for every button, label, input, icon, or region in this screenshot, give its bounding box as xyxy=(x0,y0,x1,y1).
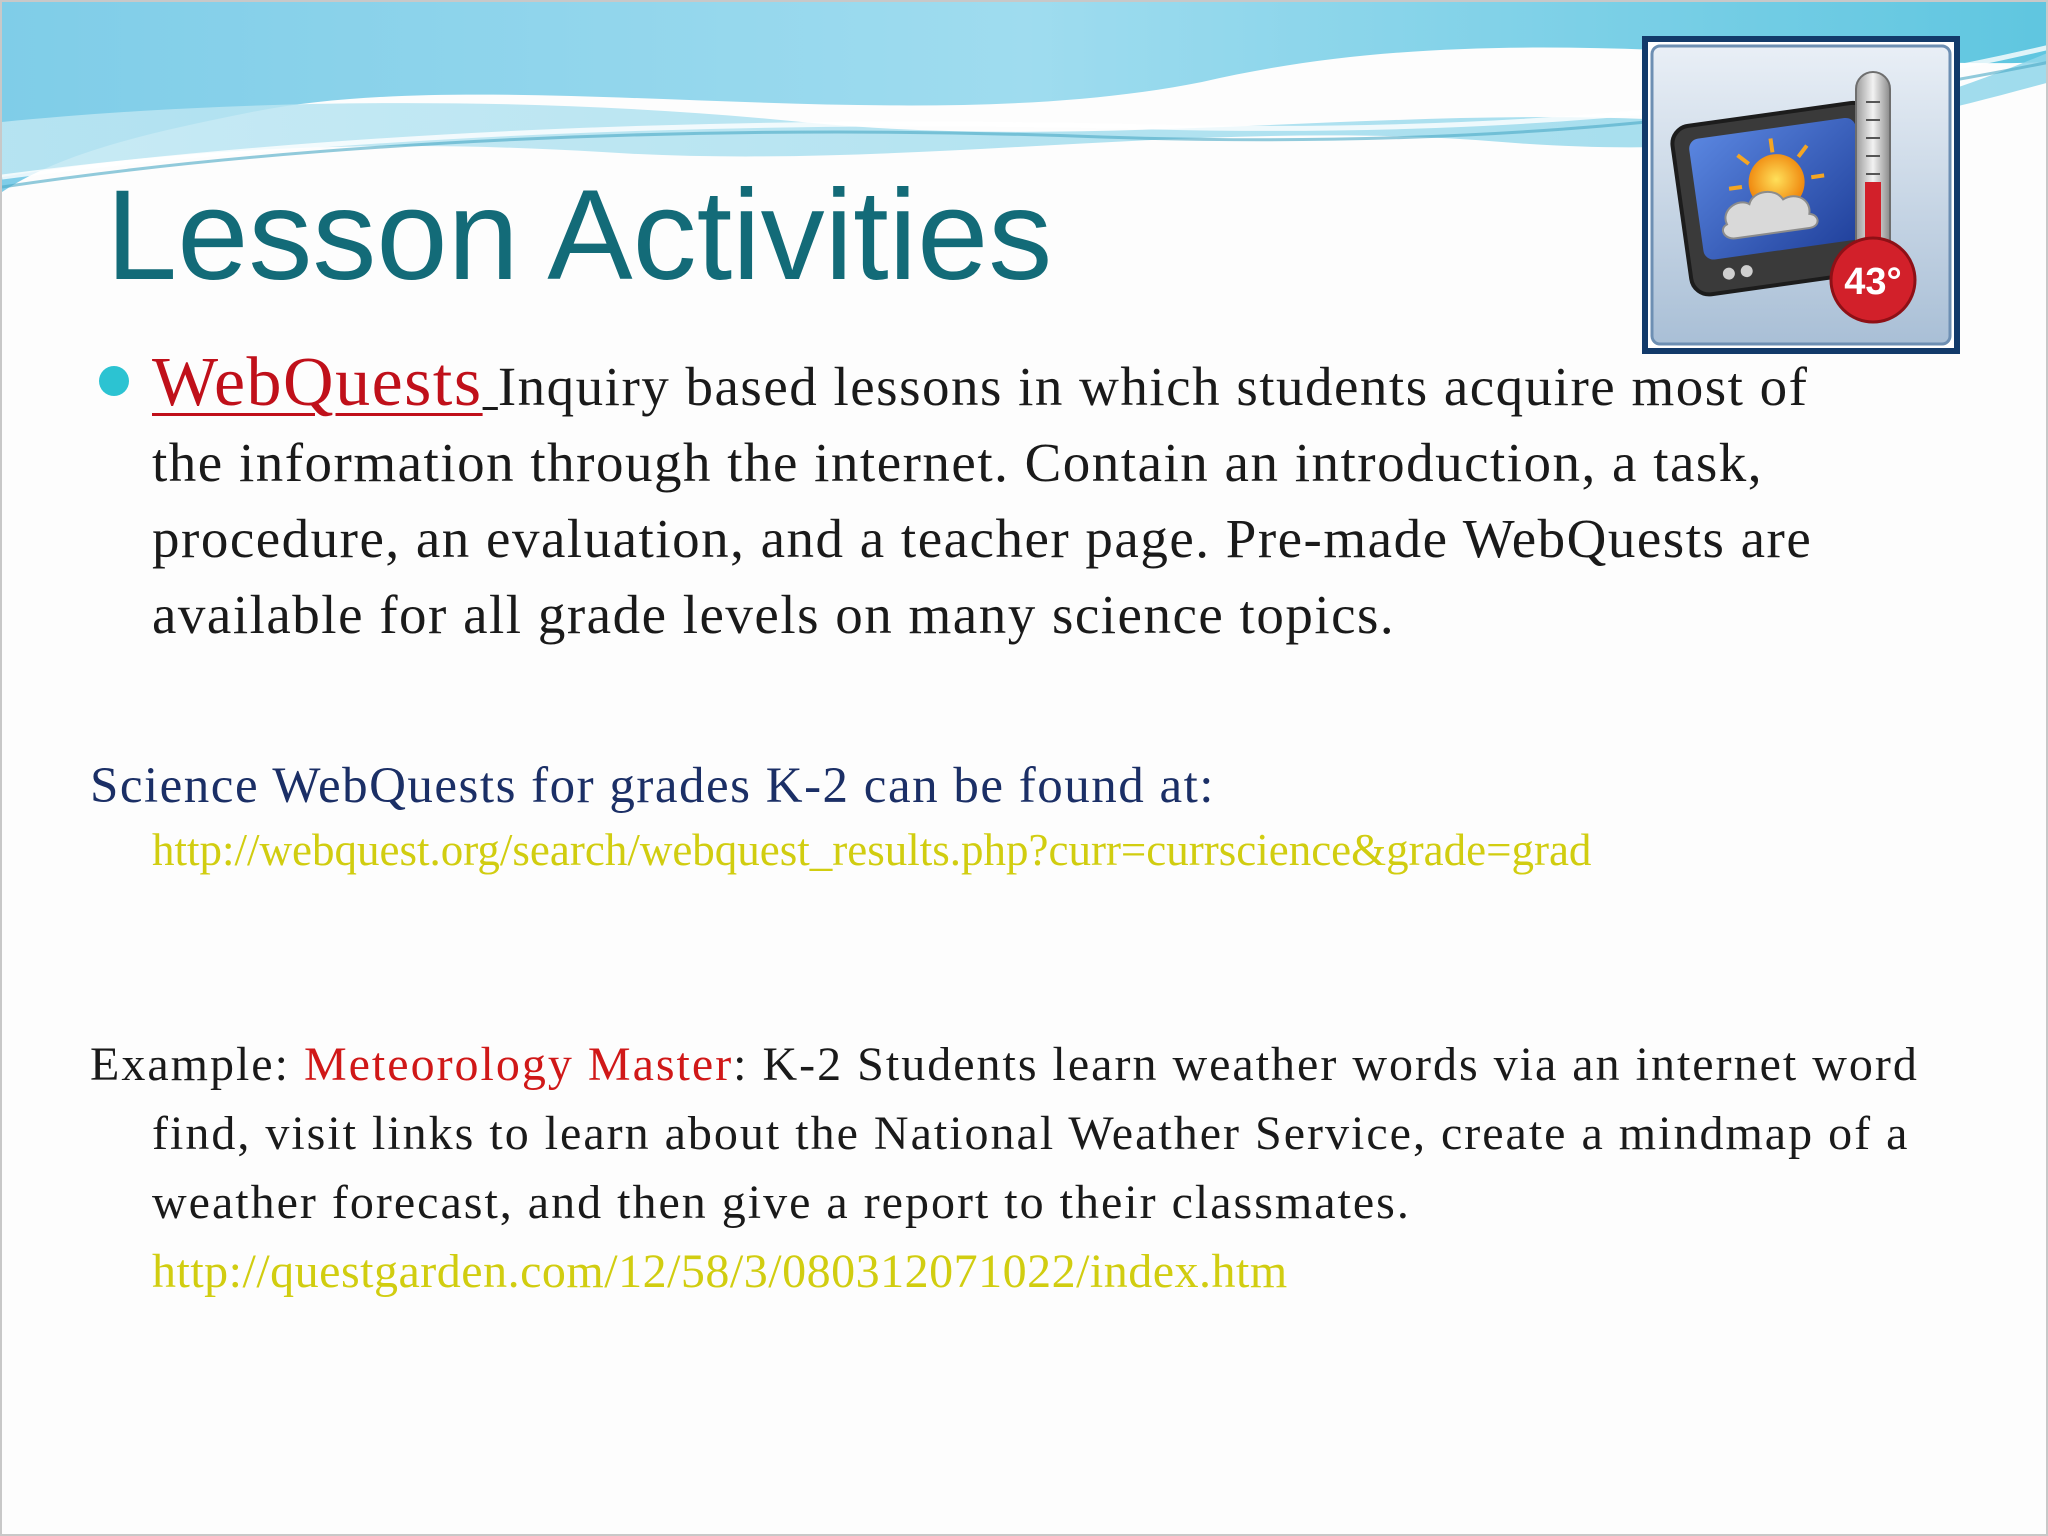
meteorology-master-link[interactable]: Meteorology Master xyxy=(303,1038,734,1091)
slide-title: Lesson Activities xyxy=(106,164,1053,307)
example-prefix: Example: xyxy=(90,1038,304,1091)
example-description: : K-2 Students learn weather words via an internet word find, visit links to learn about the National Weather Service, create a mindmap of a weather forecast, and then give a report to their classmates. xyxy=(152,1038,1919,1229)
webquests-description: Inquiry based lessons in which students acquire most of the information through the internet. Contain an introduction, a task, procedure, an evaluation, and a teacher page. Pre-made WebQuests are available for all grade levels on many science topics. xyxy=(152,356,1813,645)
webquests-paragraph xyxy=(152,345,1872,653)
temperature-label: 43° xyxy=(1844,261,1902,303)
weather-tv-thermometer-icon xyxy=(1642,36,1960,354)
bullet-dot xyxy=(99,366,129,396)
link-underscore xyxy=(483,356,498,417)
webquests-link[interactable]: WebQuests xyxy=(152,344,483,421)
questgarden-url[interactable]: http://questgarden.com/12/58/3/080312071022/index.htm xyxy=(152,1245,1288,1298)
example-paragraph xyxy=(90,1030,1952,1306)
science-webquests-url[interactable]: http://webquest.org/search/webquest_results.php?curr=currscience&grade=grad xyxy=(152,825,1592,875)
science-webquests-label: Science WebQuests for grades K-2 can be found at: xyxy=(90,758,1215,814)
